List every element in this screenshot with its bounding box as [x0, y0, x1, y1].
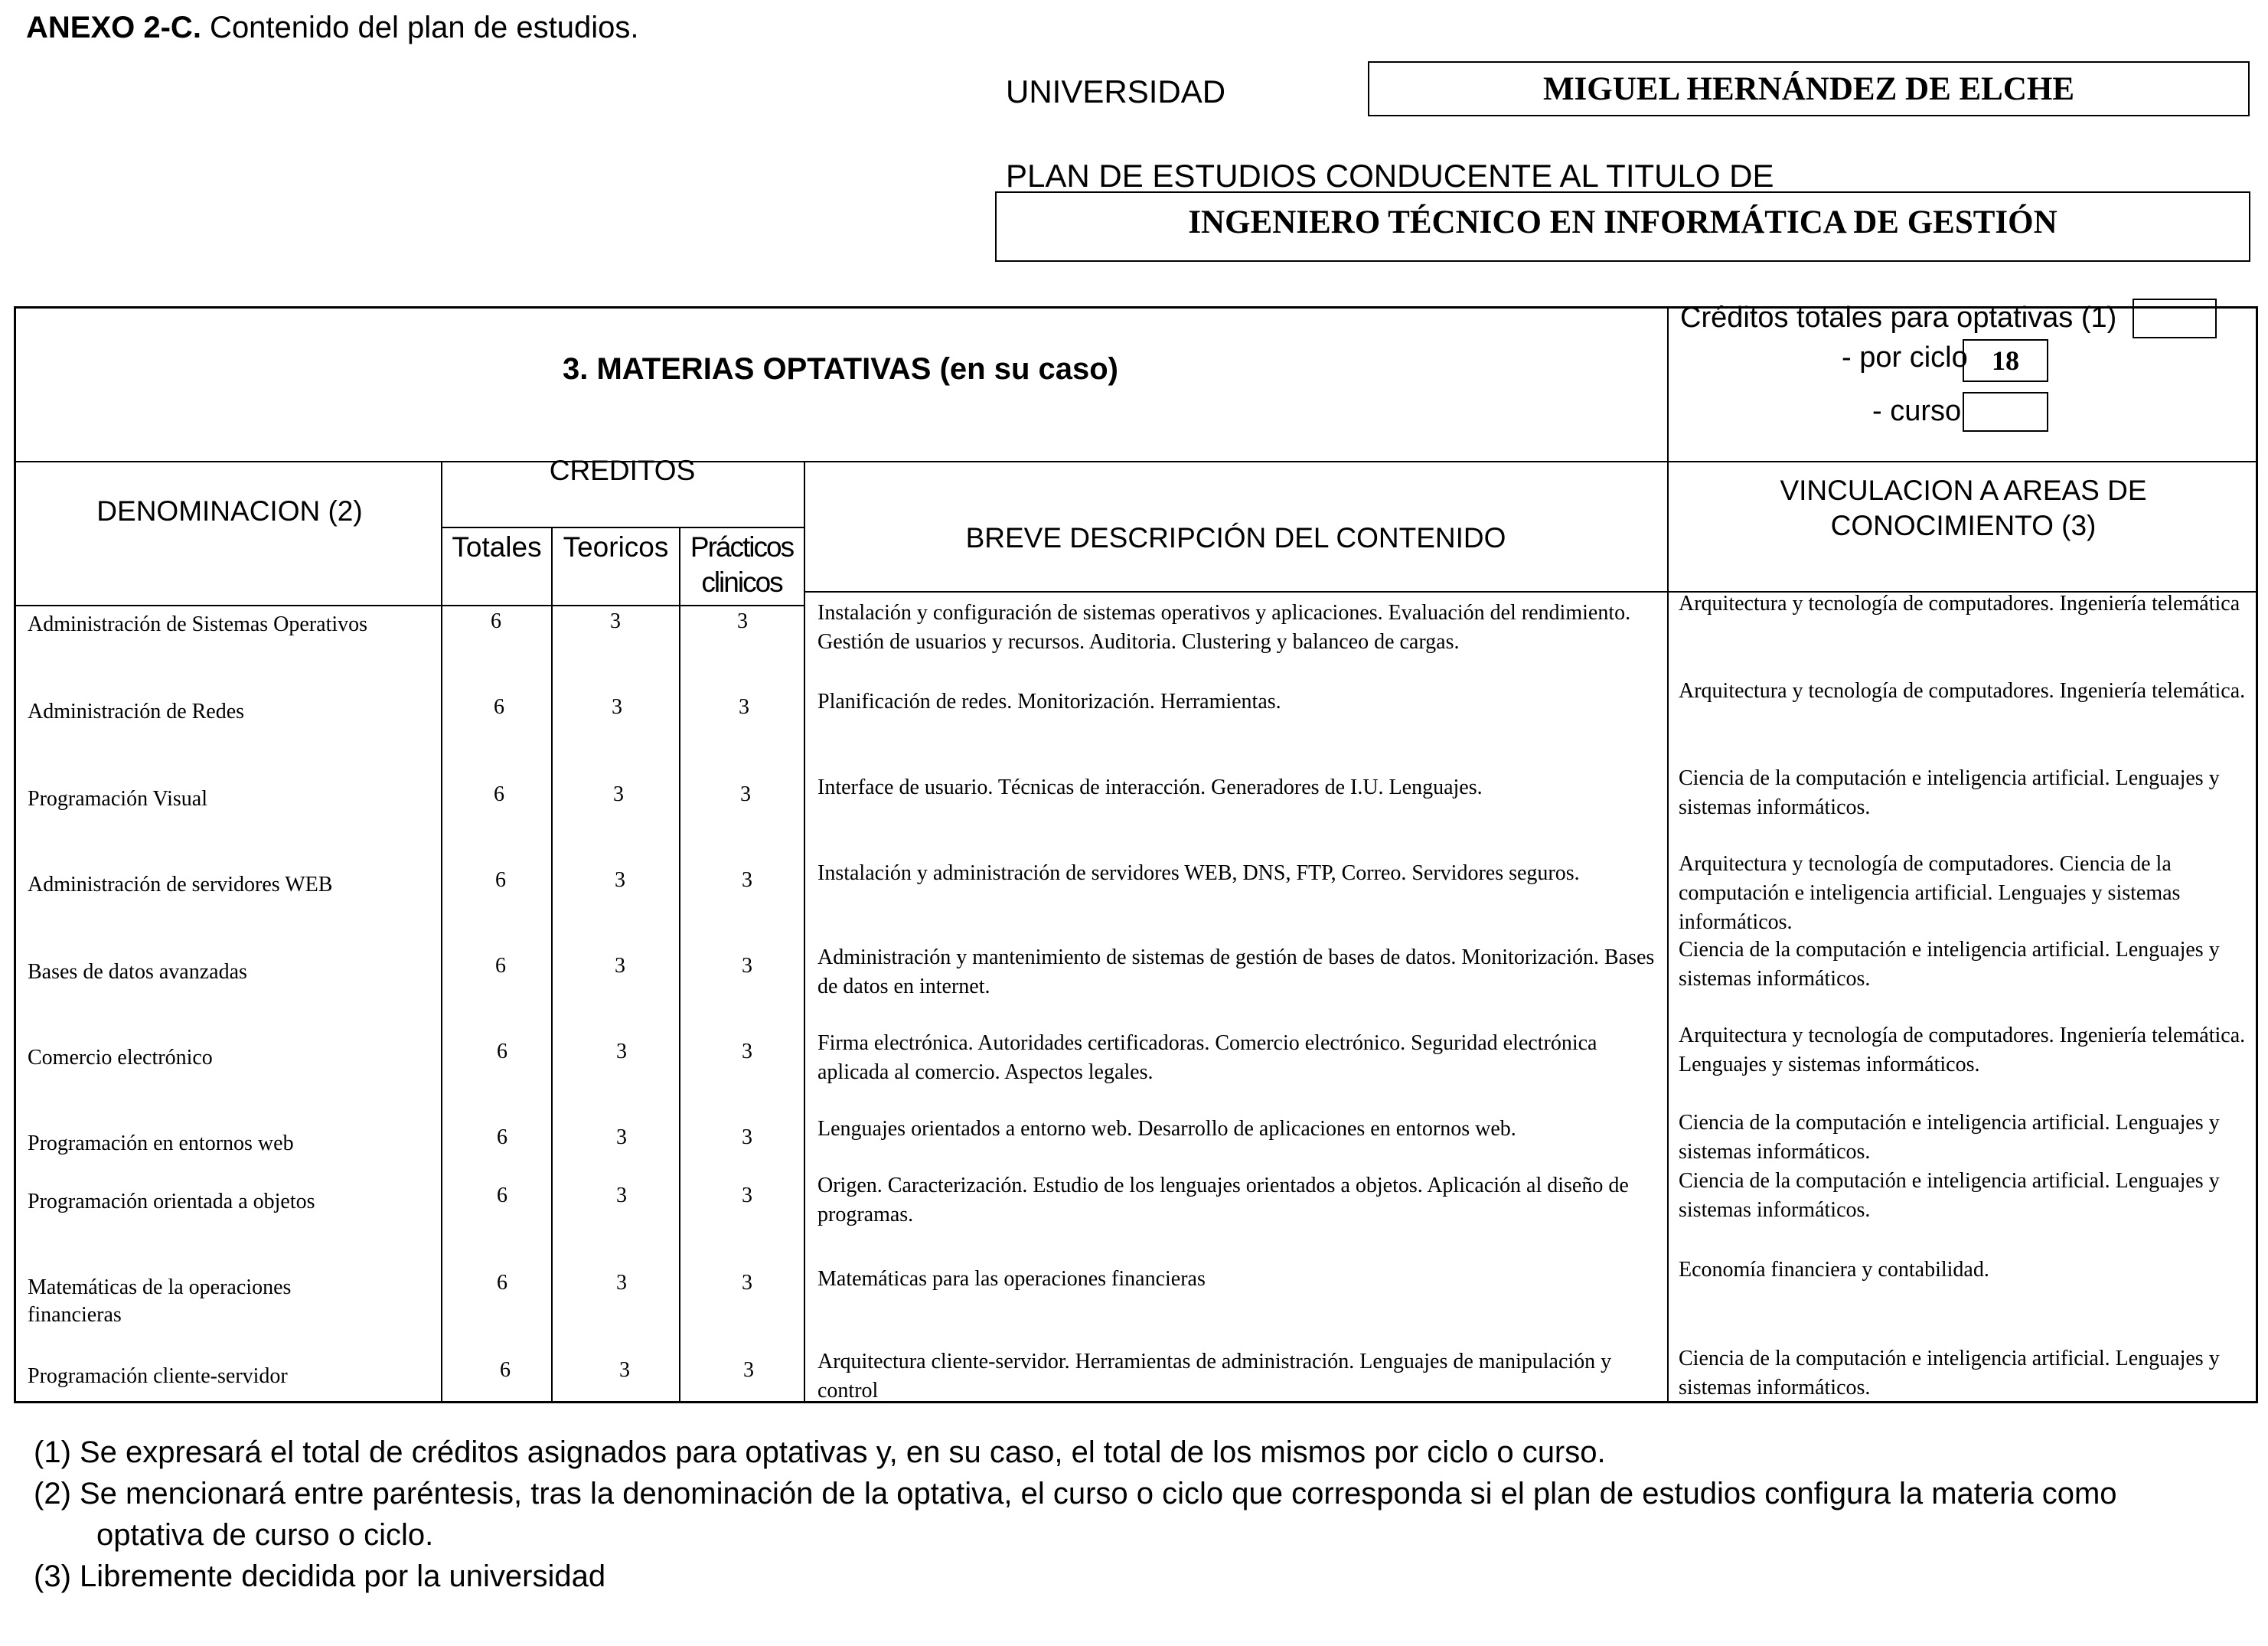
row-totales: 6: [500, 1358, 511, 1382]
curso-label: - curso: [1872, 395, 1962, 427]
row-teoricos: 3: [610, 609, 621, 633]
row-area: Arquitectura y tecnología de computadores. Ingeniería telemática: [1679, 592, 2240, 616]
row-description: Firma electrónica. Autoridades certificadoras. Comercio electrónico. Seguridad electrónica aplicada al comercio. Aspectos legales.: [817, 1031, 1597, 1085]
footnote-2: (2) Se mencionará entre paréntesis, tras la denominación de la optativa, el curso o ciclo que corresponda si el plan de estudios configura la materia como: [34, 1477, 2117, 1510]
plan-label: PLAN DE ESTUDIOS CONDUCENTE AL TITULO DE: [1006, 158, 1774, 194]
row-teoricos: 3: [616, 1040, 627, 1063]
por-ciclo-label: - por ciclo: [1842, 341, 1968, 374]
row-practicos: 3: [740, 782, 751, 806]
degree-title: INGENIERO TÉCNICO EN INFORMÁTICA DE GESTIÓN: [995, 191, 2250, 262]
footnote-1: (1) Se expresará el total de créditos asignados para optativas y, en su caso, el total de los mismos por ciclo o curso.: [34, 1435, 1606, 1469]
header-vinculacion: VINCULACION A AREAS DE CONOCIMIENTO (3): [1780, 475, 2147, 542]
header-totales: Totales: [452, 531, 542, 563]
row-practicos: 3: [742, 1125, 752, 1149]
row-area: Arquitectura y tecnología de computadores. Ciencia de la computación e inteligencia artificial. Lenguajes y sistemas informáticos.: [1679, 852, 2181, 935]
annex-text: Contenido del plan de estudios.: [201, 11, 639, 44]
university-label: UNIVERSIDAD: [1006, 73, 1226, 109]
row-name: Matemáticas de la operaciones financieras: [28, 1275, 292, 1328]
university-name: MIGUEL HERNÁNDEZ DE ELCHE: [1368, 61, 2250, 116]
row-name: Comercio electrónico: [28, 1046, 213, 1070]
row-teoricos: 3: [616, 1184, 627, 1207]
row-area: Ciencia de la computación e inteligencia artificial. Lenguajes y sistemas informáticos.: [1679, 1347, 2220, 1400]
row-area: Ciencia de la computación e inteligencia artificial. Lenguajes y sistemas informáticos.: [1679, 938, 2220, 991]
row-description: Origen. Caracterización. Estudio de los lenguajes orientados a objetos. Aplicación al diseño de programas.: [817, 1174, 1629, 1227]
row-practicos: 3: [742, 954, 752, 978]
row-area: Ciencia de la computación e inteligencia artificial. Lenguajes y sistemas informáticos.: [1679, 766, 2220, 820]
row-name: Bases de datos avanzadas: [28, 960, 247, 984]
row-area: Ciencia de la computación e inteligencia artificial. Lenguajes y sistemas informáticos.: [1679, 1111, 2220, 1164]
table-column-rule: [679, 527, 680, 1403]
row-description: Matemáticas para las operaciones financieras: [817, 1267, 1206, 1291]
creditos-totales-label: Créditos totales para optativas (1): [1680, 302, 2117, 334]
row-name: Administración de servidores WEB: [28, 873, 333, 896]
row-teoricos: 3: [615, 954, 625, 978]
row-totales: 6: [497, 1184, 507, 1207]
row-totales: 6: [494, 782, 504, 806]
footnote-2-continued: optativa de curso o ciclo.: [96, 1518, 434, 1552]
row-area: Economía financiera y contabilidad.: [1679, 1258, 1989, 1282]
row-area: Arquitectura y tecnología de computadores. Ingeniería telemática. Lenguajes y sistemas informáticos.: [1679, 1024, 2246, 1077]
row-name: Programación cliente-servidor: [28, 1364, 288, 1388]
row-totales: 6: [495, 954, 506, 978]
row-totales: 6: [495, 868, 506, 892]
row-totales: 6: [497, 1040, 507, 1063]
row-totales: 6: [491, 609, 501, 633]
header-descripcion: BREVE DESCRIPCIÓN DEL CONTENIDO: [965, 522, 1506, 554]
row-name: Programación en entornos web: [28, 1132, 294, 1155]
annex-heading: [26, 11, 638, 45]
table-column-rule: [804, 461, 805, 1403]
footnote-3: (3) Libremente decidida por la universidad: [34, 1559, 606, 1593]
row-description: Lenguajes orientados a entorno web. Desarrollo de aplicaciones en entornos web.: [817, 1117, 1516, 1141]
row-practicos: 3: [737, 609, 748, 633]
row-practicos: 3: [742, 868, 752, 892]
header-practicos: Prácticos clinicos: [690, 531, 794, 599]
row-practicos: 3: [742, 1040, 752, 1063]
row-area: Ciencia de la computación e inteligencia artificial. Lenguajes y sistemas informáticos.: [1679, 1169, 2220, 1223]
row-practicos: 3: [743, 1358, 754, 1382]
table-divider-title: [14, 461, 2258, 462]
row-description: Administración y mantenimiento de sistemas de gestión de bases de datos. Monitorización. Bases de datos en internet.: [817, 945, 1655, 999]
row-teoricos: 3: [615, 868, 625, 892]
table-divider-header-left: [14, 605, 805, 606]
row-description: Instalación y configuración de sistemas operativos y aplicaciones. Evaluación del rendimiento. Gestión de usuarios y recursos. Auditoria. Clustering y balanceo de cargas.: [817, 601, 1631, 655]
row-name: Administración de Redes: [28, 700, 245, 723]
row-teoricos: 3: [616, 1271, 627, 1295]
row-name: Programación Visual: [28, 787, 207, 811]
row-description: Arquitectura cliente-servidor. Herramientas de administración. Lenguajes de manipulación y control: [817, 1350, 1612, 1403]
row-totales: 6: [497, 1271, 507, 1295]
table-column-rule: [551, 527, 553, 1403]
footnotes: [34, 1432, 2253, 1597]
header-denominacion: DENOMINACION (2): [96, 495, 363, 527]
header-teoricos: Teoricos: [563, 531, 669, 563]
por-ciclo-box: 18: [1963, 339, 2048, 382]
row-practicos: 3: [742, 1271, 752, 1295]
curso-box: [1963, 392, 2048, 432]
table-column-rule: [1667, 306, 1669, 1403]
row-totales: 6: [494, 695, 504, 719]
row-area: Arquitectura y tecnología de computadores. Ingeniería telemática.: [1679, 679, 2246, 703]
row-description: Planificación de redes. Monitorización. Herramientas.: [817, 690, 1281, 714]
row-teoricos: 3: [616, 1125, 627, 1149]
row-name: Programación orientada a objetos: [28, 1190, 315, 1213]
row-name: Administración de Sistemas Operativos: [28, 612, 368, 636]
table-column-rule: [441, 461, 442, 1403]
creditos-totales-box: [2133, 299, 2217, 338]
row-teoricos: 3: [613, 782, 624, 806]
row-description: Interface de usuario. Técnicas de interacción. Generadores de I.U. Lenguajes.: [817, 776, 1483, 799]
row-practicos: 3: [739, 695, 749, 719]
header-creditos: CREDITOS: [549, 455, 696, 486]
row-teoricos: 3: [619, 1358, 630, 1382]
table-divider-creditos: [442, 527, 804, 528]
row-teoricos: 3: [612, 695, 622, 719]
row-totales: 6: [497, 1125, 507, 1149]
row-description: Instalación y administración de servidores WEB, DNS, FTP, Correo. Servidores seguros.: [817, 861, 1580, 885]
row-practicos: 3: [742, 1184, 752, 1207]
annex-label: ANEXO 2-C.: [26, 11, 201, 44]
section-title: 3. MATERIAS OPTATIVAS (en su caso): [562, 352, 1118, 386]
